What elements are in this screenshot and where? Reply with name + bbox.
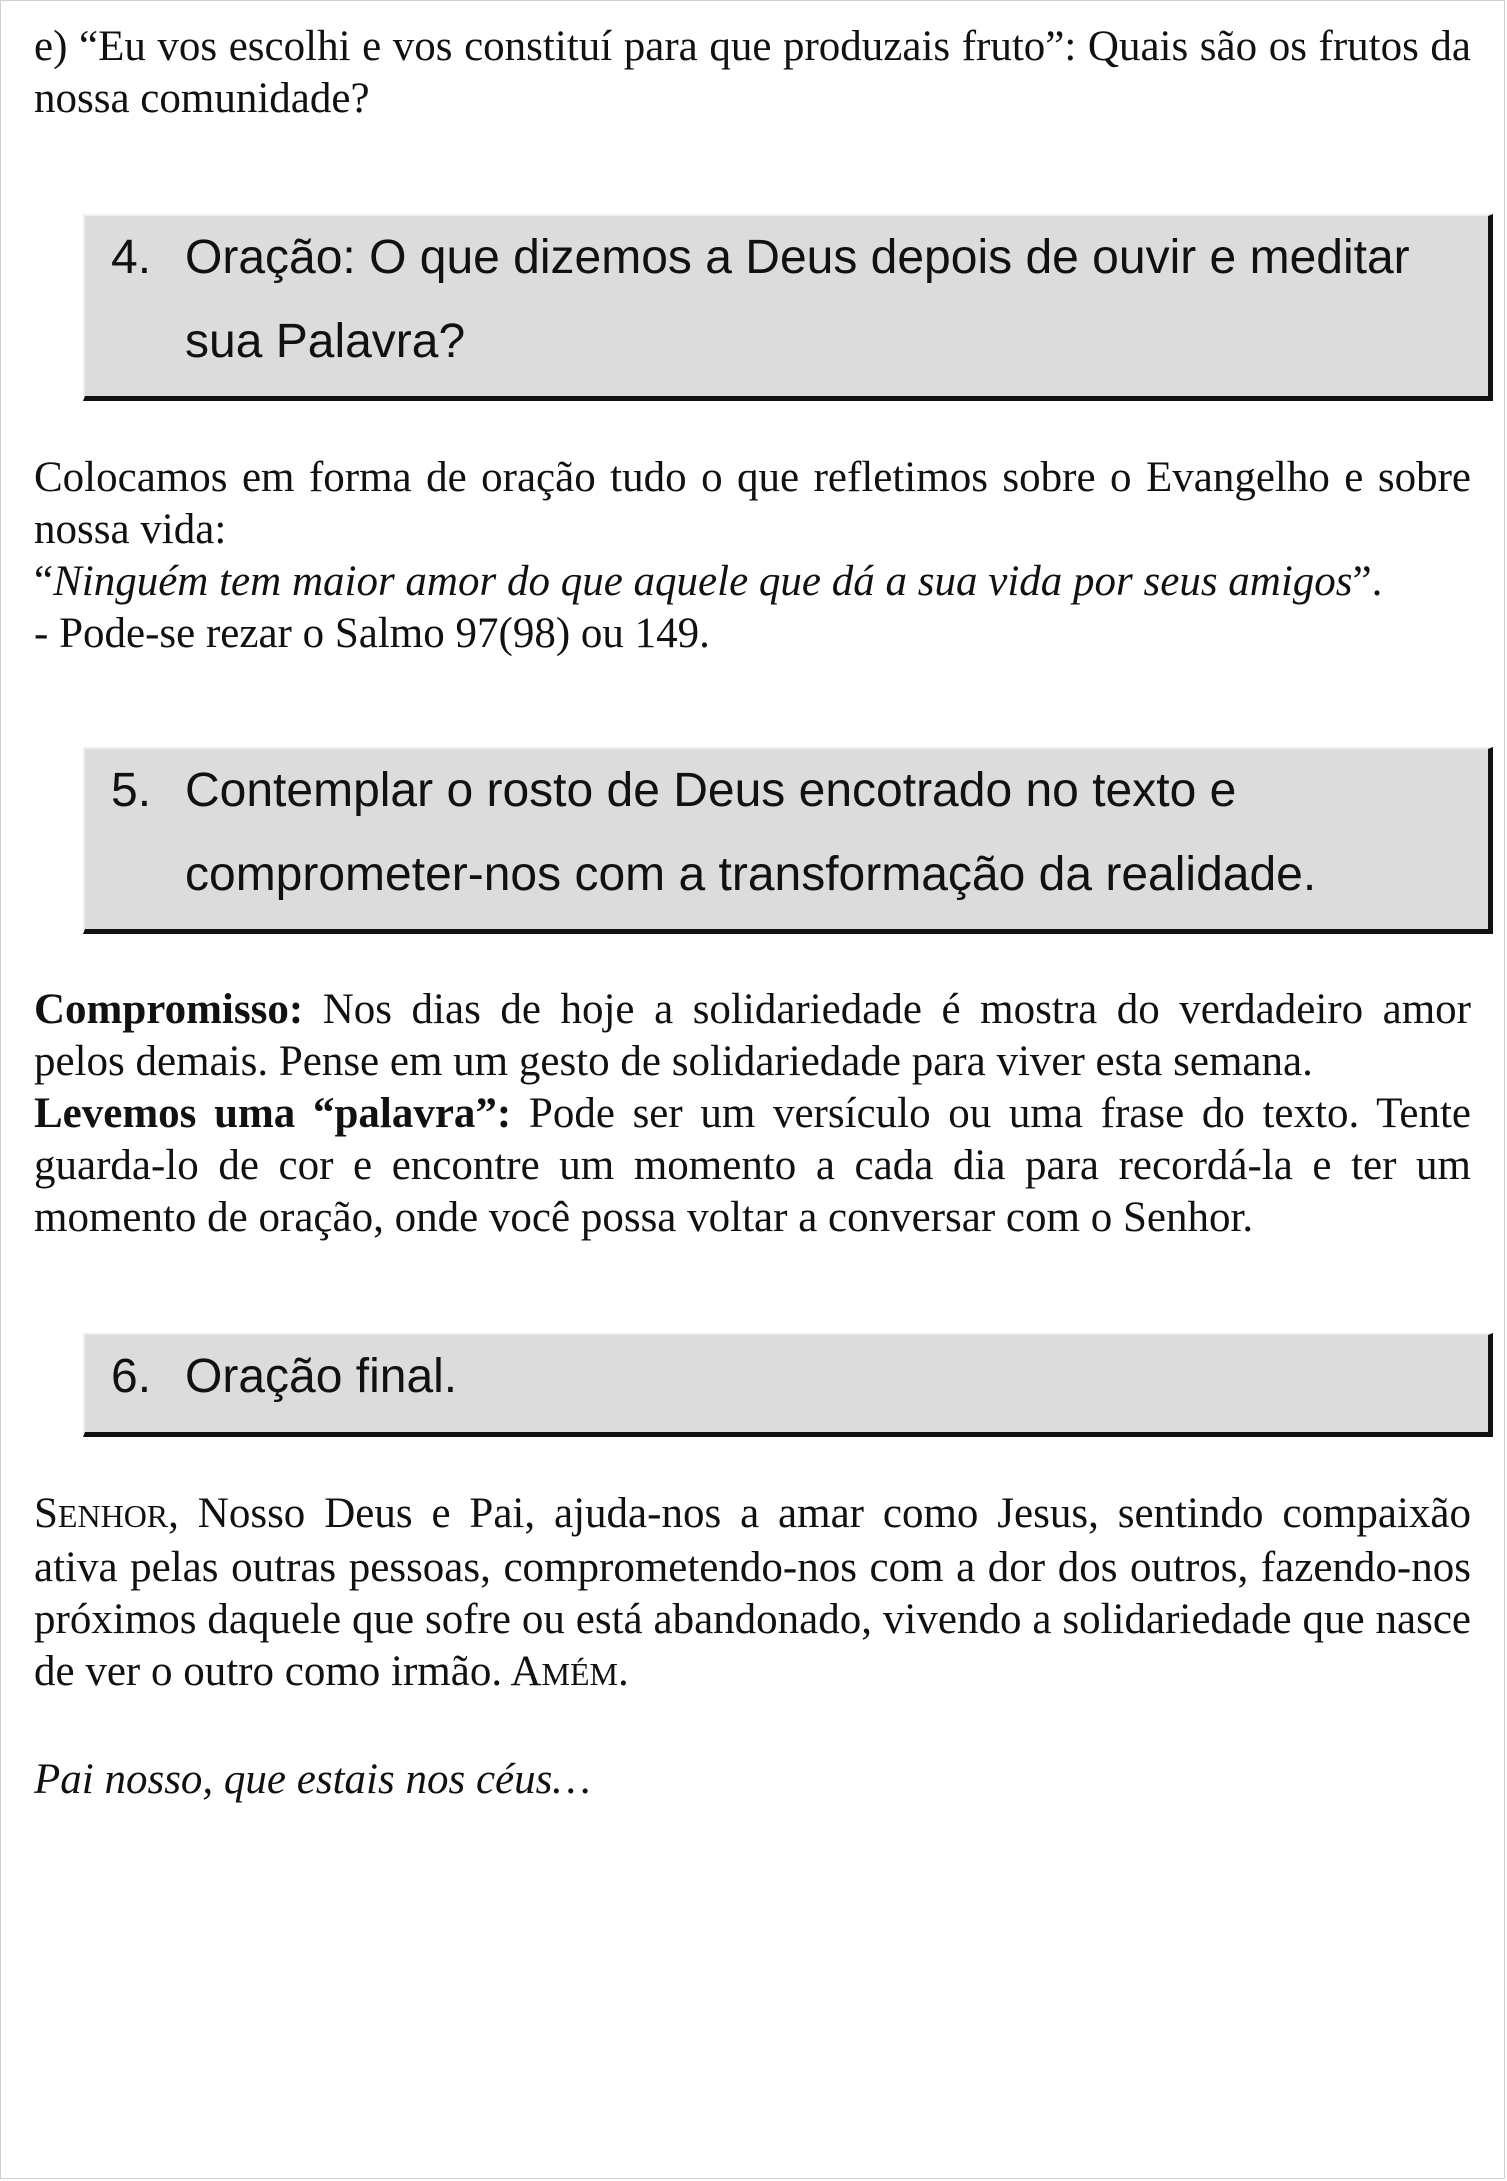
- commitment-paragraph: [34, 984, 1471, 1088]
- section-6-title: Oração final.: [185, 1350, 458, 1403]
- word-text: Pode ser um versículo ou uma frase do texto. Tente guarda-lo de cor e encontre um momento a cada dia para recordá-la e ter um momento de oração, onde você possa voltar a conversar com o Senhor.: [34, 1090, 1471, 1241]
- our-father: [34, 1754, 1471, 1806]
- amen-a: A: [510, 1648, 542, 1695]
- section-4-number: 4.: [111, 231, 152, 284]
- section-4-quote-line: [34, 556, 1471, 608]
- prayer-enhor: ENHOR: [57, 1498, 169, 1534]
- section-5-number: 5.: [111, 764, 152, 817]
- section-6-heading: [83, 1333, 1493, 1437]
- section-4-quote: Ninguém tem maior amor do que aquele que dá a sua vida por seus amigos: [53, 558, 1353, 605]
- section-4-body: Colocamos em forma de oração tudo o que refletimos sobre o Evangelho e sobre nossa vida:: [34, 454, 1471, 553]
- intro-question: [34, 21, 1471, 125]
- quote-open-mark: “: [34, 558, 54, 605]
- section-4-heading: [83, 214, 1493, 401]
- word-paragraph: [34, 1088, 1471, 1244]
- amen-period: .: [617, 1648, 629, 1695]
- word-label: Levemos uma “palavra”:: [34, 1090, 512, 1137]
- section-6-number: 6.: [111, 1350, 152, 1403]
- amen-rest: MÉM: [541, 1656, 618, 1692]
- section-5-heading: [83, 747, 1493, 934]
- section-4-content: [34, 452, 1471, 660]
- quote-close-mark: ”.: [1352, 558, 1383, 605]
- final-prayer: [34, 1488, 1471, 1700]
- intro-question-text: e) “Eu vos escolhi e vos constituí para que produzais fruto”: Quais são os frutos da nossa comunidade?: [34, 23, 1471, 122]
- section-5-title: Contemplar o rosto de Deus encotrado no texto e comprometer-nos com a transformação da realidade.: [185, 764, 1317, 901]
- prayer-text: , Nosso Deus e Pai, ajuda-nos a amar como Jesus, sentindo compaixão ativa pelas outras pessoas, comprometendo-nos com a dor dos outros, fazendo-nos próximos daquele que sofre ou está abandonado, vivendo a solidariedade que nasce de ver o outro como irmão.: [34, 1490, 1471, 1695]
- prayer-s: S: [34, 1490, 58, 1537]
- commitment-text: Nos dias de hoje a solidariedade é mostra do verdadeiro amor pelos demais. Pense em um gesto de solidariedade para viver esta semana.: [34, 986, 1471, 1085]
- section-4-title: Oração: O que dizemos a Deus depois de ouvir e meditar sua Palavra?: [185, 231, 1410, 368]
- commitment-label: Compromisso:: [34, 986, 304, 1033]
- our-father-text: Pai nosso, que estais nos céus…: [34, 1756, 591, 1803]
- section-5-content: [34, 984, 1471, 1244]
- section-4-psalm: - Pode-se rezar o Salmo 97(98) ou 149.: [34, 610, 710, 657]
